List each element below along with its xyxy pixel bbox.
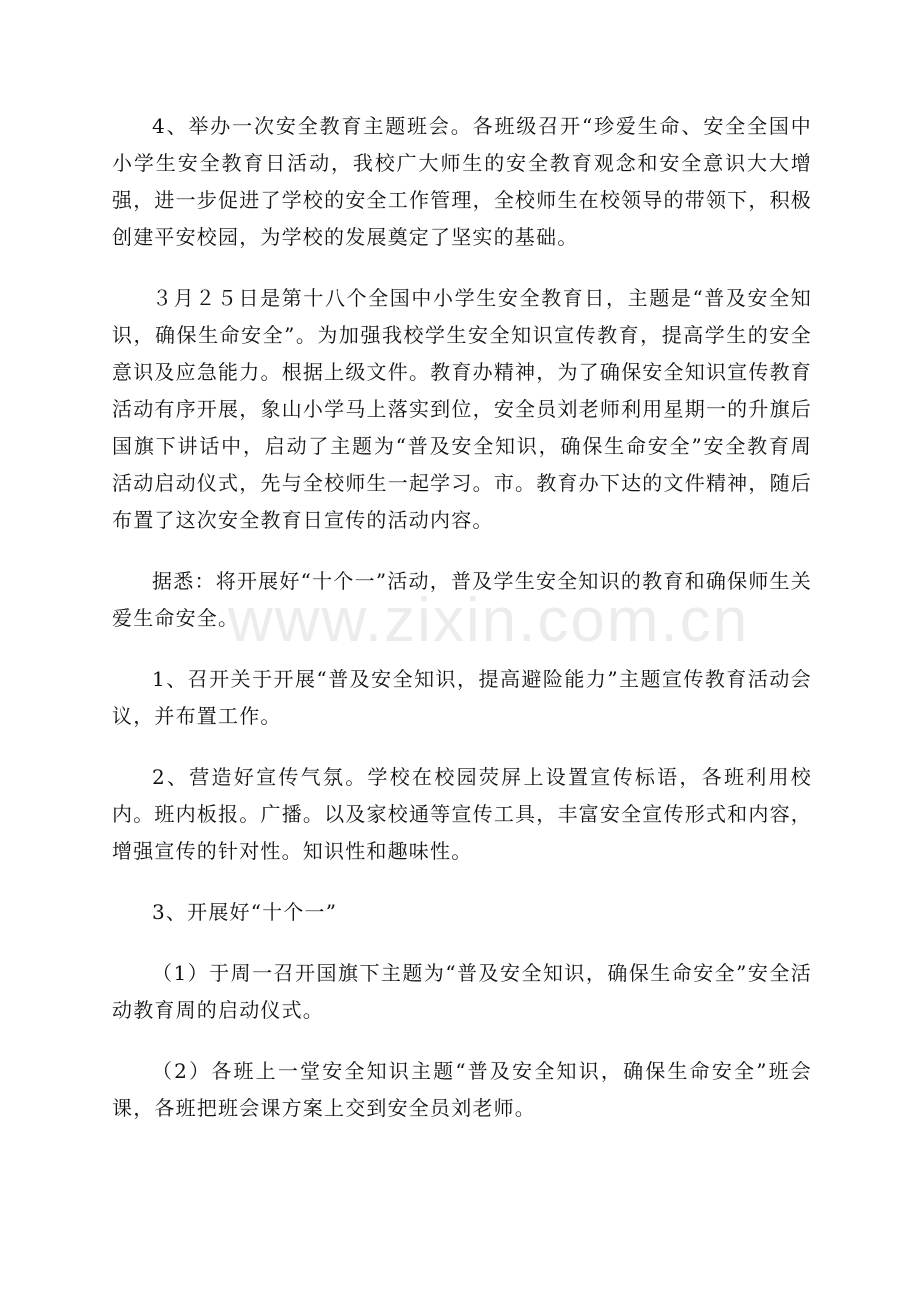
paragraph-subitem-2-class-lesson: （2）各班上一堂安全知识主题“普及安全知识，确保生命安全”班会课，各班把班会课方案上交到安全员刘老师。 bbox=[112, 1059, 812, 1120]
paragraph-safety-education-day: ３月２５日是第十八个全国中小学生安全教育日，主题是“普及安全知识，确保生命安全”。为加强我校学生安全知识宣传教育，提高学生的安全意识及应急能力。根据上级文件。教育办精神，为了确保安全知识宣传教育活动有序开展，象山小学马上落实到位，安全员刘老师利用星期一的升旗后国旗下讲话中，启动了主题为“普及安全知识，确保生命安全”安全教育周活动启动仪式，先与全校师生一起学习。市。教育办下达的文件精神，随后布置了这次安全教育日宣传的活动内容。 bbox=[112, 286, 812, 532]
paragraph-item-4-class-meeting: 4、举办一次安全教育主题班会。各班级召开“珍爱生命、安全全国中小学生安全教育日活动，我校广大师生的安全教育观念和安全意识大大增强，进一步促进了学校的安全工作管理，全校师生在校领导的带领下，积极创建平安校园，为学校的发展奠定了坚实的基础。 bbox=[112, 114, 812, 249]
document-body bbox=[112, 108, 812, 1151]
paragraph-ten-ones-intro: 据悉：将开展好“十个一”活动，普及学生安全知识的教育和确保师生关爱生命安全。 bbox=[112, 569, 812, 630]
watermark-text: www.zixin.com.cn bbox=[228, 586, 750, 655]
paragraph-subitem-1-ceremony: （1）于周一召开国旗下主题为“普及安全知识，确保生命安全”安全活动教育周的启动仪式。 bbox=[112, 961, 812, 1022]
paragraph-item-2-atmosphere: 2、营造好宣传气氛。学校在校园荧屏上设置宣传标语，各班利用校内。班内板报。广播。以及家校通等宣传工具，丰富安全宣传形式和内容，增强宣传的针对性。知识性和趣味性。 bbox=[112, 765, 812, 863]
paragraph-item-3-ten-ones: 3、开展好“十个一” bbox=[152, 900, 338, 924]
paragraph-item-1-meeting: 1、召开关于开展“普及安全知识，提高避险能力”主题宣传教育活动会议，并布置工作。 bbox=[112, 667, 812, 728]
